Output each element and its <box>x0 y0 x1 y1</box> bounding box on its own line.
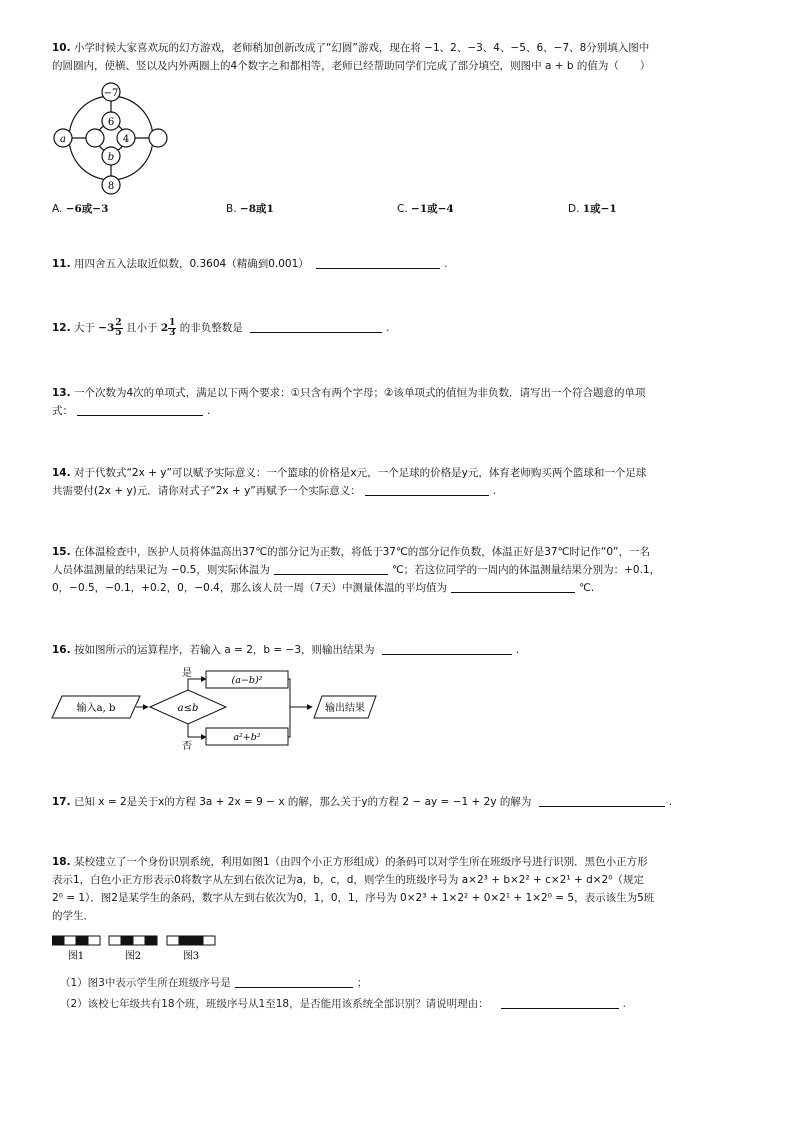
barcode-fig2-square-1 <box>109 936 121 945</box>
fig2-label: 图2 <box>124 951 142 962</box>
question-11: 11. 用四舍五入法取近似数，0.3604（精确到0.001） . <box>52 258 448 270</box>
label-center-top: 6 <box>107 117 115 128</box>
question-text-line2: 的圆圈内，使横、竖以及内外两圈上的4个数字之和都相等，老师已经帮助同学们完成了部分填空，则图中 a + b 的值为（ ） <box>52 60 651 72</box>
question-18-sub2: （2）该校七年级共有18个班，班级序号从1至18，是否能用该系统全部识别？请说明理由： . <box>60 998 626 1010</box>
answer-blank[interactable] <box>382 642 512 655</box>
question-text-line4: 的学生． <box>52 910 94 922</box>
question-18 <box>52 853 752 925</box>
option-c: C. −1或−4 <box>397 203 454 215</box>
label-bottom: 8 <box>107 181 115 192</box>
barcode-fig3-square-4 <box>203 936 215 945</box>
answer-blank-1[interactable] <box>274 562 388 575</box>
question-18-sub1: （1）图3中表示学生所在班级序号是 ； <box>60 977 368 989</box>
label-center-bottom: b <box>107 152 115 163</box>
question-number: 10. <box>52 42 71 54</box>
label-right-inner: 4 <box>122 134 130 145</box>
barcode-fig1-square-1 <box>52 936 64 945</box>
no-box-label: a²+b² <box>233 732 261 743</box>
question-text: 已知 x = 2是关于x的方程 3a + 2x = 9 − x 的解，那么关于y的方程 2 − ay = −1 + 2y 的解为 <box>73 796 532 808</box>
mixed-number-whole: −3 <box>98 322 115 334</box>
question-number: 11. <box>52 258 71 270</box>
question-number: 15. <box>52 546 71 558</box>
condition-label: a≤b <box>177 703 199 714</box>
barcode-fig2-square-3 <box>133 936 145 945</box>
barcode-fig1-square-3 <box>76 936 88 945</box>
option-a: A. −6或−3 <box>52 203 109 215</box>
label-top: −7 <box>103 88 119 99</box>
fig3-label: 图3 <box>182 951 200 962</box>
barcode-fig2-square-2 <box>121 936 133 945</box>
option-d: D. 1或−1 <box>568 203 617 215</box>
no-label: 否 <box>182 741 192 752</box>
question-number: 18. <box>52 856 71 868</box>
question-10 <box>52 39 752 75</box>
barcode-fig3-square-1 <box>167 936 179 945</box>
barcode-fig2-square-4 <box>145 936 157 945</box>
circle-left-inner <box>86 129 104 147</box>
fig1-label: 图1 <box>67 951 85 962</box>
question-number: 16. <box>52 644 71 656</box>
question-text: 用四舍五入法取近似数，0.3604（精确到0.001） <box>73 258 309 270</box>
barcode-figures <box>52 934 232 964</box>
option-b: B. −8或1 <box>226 203 274 215</box>
yes-box-label: (a−b)² <box>231 675 263 686</box>
question-14: 14. 对于代数式“2x + y”可以赋予实际意义：一个篮球的价格是x元，一个足球的价格是y元，体育老师购买两个篮球和一个足球 共需要付(2x + y)元．请你对式子“2x + y”再赋予一个实际意义： . <box>52 467 647 497</box>
barcode-fig3-square-2 <box>179 936 191 945</box>
fraction-2-5: $\frac{2}{5}$ <box>115 317 122 338</box>
question-text-line1: 小学时候大家喜欢玩的幻方游戏，老师稍加创新改成了“幻圆”游戏，现在将 −1、2、−3、4、−5、6、−7、8分别填入图中 <box>73 42 650 54</box>
magic-circle-diagram <box>52 82 182 198</box>
question-16: 16. 按如图所示的运算程序，若输入 a = 2，b = −3，则输出结果为 . <box>52 644 520 656</box>
barcode-fig3-square-3 <box>191 936 203 945</box>
question-text-line3: 2⁰ = 1）．图2是某学生的条码，数字从左到右依次为0，1，0，1，序号为 0×2³ + 1×2² + 0×2¹ + 1×2⁰ = 5，表示该生为5班 <box>52 892 655 904</box>
answer-blank[interactable] <box>539 794 665 807</box>
label-left: a <box>60 134 66 145</box>
question-text-line1: 对于代数式“2x + y”可以赋予实际意义：一个篮球的价格是x元，一个足球的价格是y元，体育老师购买两个篮球和一个足球 <box>73 467 647 479</box>
question-number: 12. <box>52 322 71 334</box>
mixed-number-whole: 2 <box>160 322 169 334</box>
question-13: 13. 一个次数为4次的单项式，满足以下两个要求：①只含有两个字母；②该单项式的值恒为非负数．请写出一个符合题意的单项 式： . <box>52 387 646 417</box>
output-label: 输出结果 <box>325 703 365 714</box>
question-text-line1: 一个次数为4次的单项式，满足以下两个要求：①只含有两个字母；②该单项式的值恒为非负数．请写出一个符合题意的单项 <box>73 387 646 399</box>
barcode-fig1-square-2 <box>64 936 76 945</box>
question-12: 12. 大于 −3 $\frac{2}{5}$ 且小于 2 $\frac{1}{3}$ 的非负整数是 . <box>52 317 390 338</box>
answer-blank-1[interactable] <box>235 975 353 988</box>
question-number: 13. <box>52 387 71 399</box>
answer-blank[interactable] <box>77 403 203 416</box>
question-17: 17. 已知 x = 2是关于x的方程 3a + 2x = 9 − x 的解，那么关于y的方程 2 − ay = −1 + 2y 的解为 . <box>52 796 673 808</box>
question-text-line1: 某校建立了一个身份识别系统，利用如图1（由四个小正方形组成）的条码可以对学生所在班级序号进行识别．黑色小正方形 <box>73 856 648 868</box>
answer-blank-2[interactable] <box>501 996 619 1009</box>
question-15: 15. 在体温检查中，医护人员将体温高出37℃的部分记为正数，将低于37℃的部分记作负数，体温正好是37℃时记作“0”，一名 人员体温测量的结果记为 −0.5，则实际体温为 ℃；若这位同学的一周内的体温测量结果分别为：+0.1， 0，−0.5，−0.1，+0.2，0，−0.4，那么该人员一周（7天）中测量体温的平均值为 ℃. <box>52 546 661 594</box>
answer-blank[interactable] <box>250 320 382 333</box>
answer-blank-2[interactable] <box>451 580 575 593</box>
question-text-line2: 表示1，白色小正方形表示0将数字从左到右依次记为a，b，c，d，则学生的班级序号为 a×2³ + b×2² + c×2¹ + d×2⁰（规定 <box>52 874 644 886</box>
flowchart <box>50 664 380 754</box>
question-text-line1: 在体温检查中，医护人员将体温高出37℃的部分记为正数，将低于37℃的部分记作负数，体温正好是37℃时记作“0”，一名 <box>73 546 650 558</box>
yes-label: 是 <box>182 668 192 679</box>
input-label: 输入a, b <box>76 703 116 714</box>
question-text: 按如图所示的运算程序，若输入 a = 2，b = −3，则输出结果为 <box>73 644 375 656</box>
fraction-1-3: $\frac{1}{3}$ <box>169 317 176 338</box>
answer-blank[interactable] <box>365 483 489 496</box>
question-number: 17. <box>52 796 71 808</box>
answer-blank[interactable] <box>316 256 440 269</box>
circle-right <box>149 129 167 147</box>
barcode-fig1-square-4 <box>88 936 100 945</box>
question-number: 14. <box>52 467 71 479</box>
